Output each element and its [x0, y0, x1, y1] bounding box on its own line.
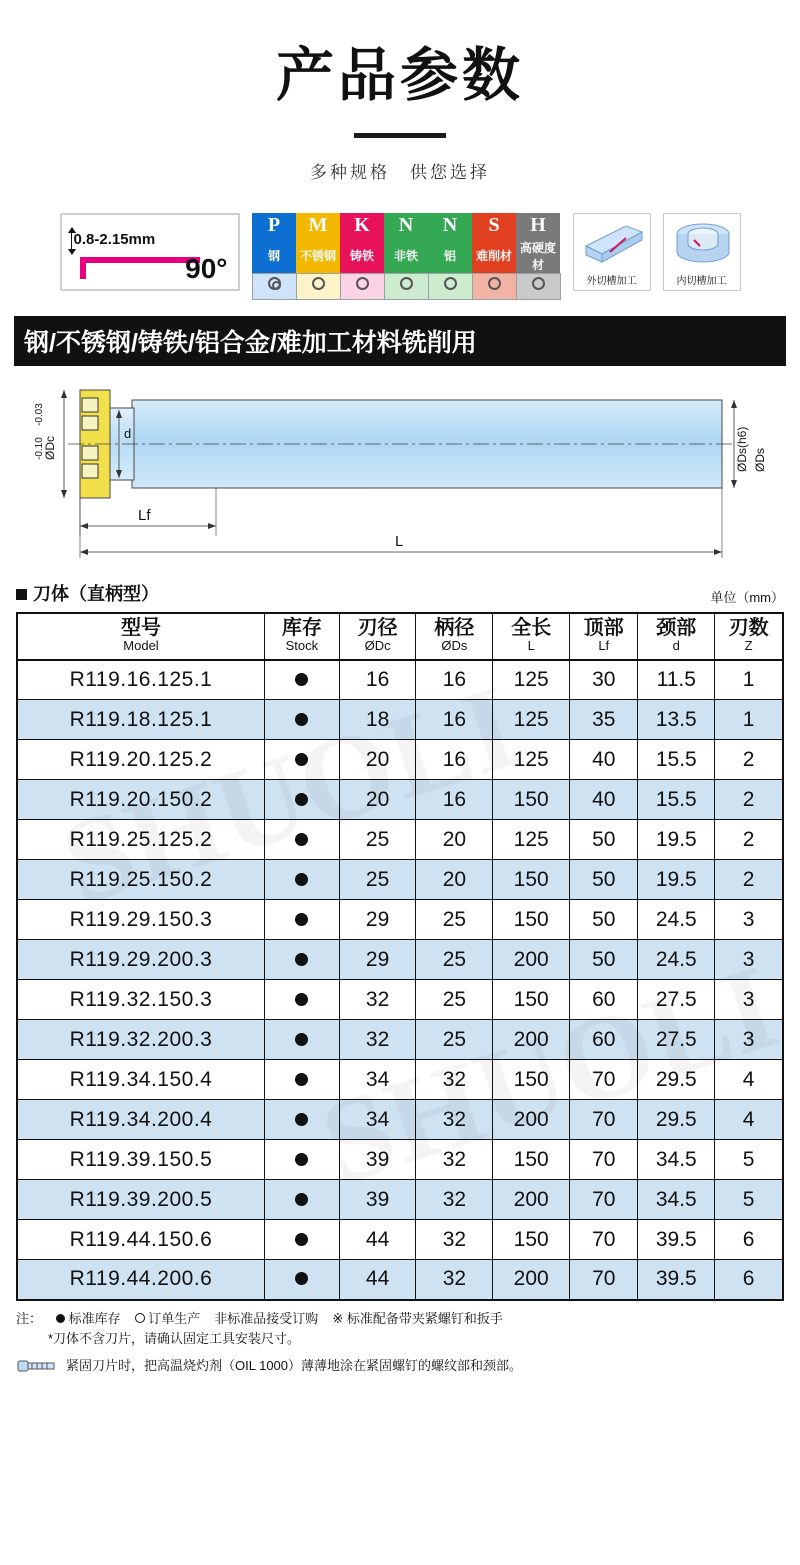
cell-head-length: 60	[570, 980, 638, 1020]
iso-letter: M	[296, 213, 340, 239]
cell-stock	[265, 1180, 340, 1220]
cell-cutting-dia: 39	[339, 1140, 416, 1180]
stock-dot-icon	[295, 1153, 308, 1166]
cell-flute-count: 2	[715, 740, 783, 780]
cell-neck-dia: 34.5	[638, 1180, 715, 1220]
iso-mark-cell	[472, 273, 516, 299]
cell-head-length: 70	[570, 1260, 638, 1300]
cell-shank-dia: 32	[416, 1100, 493, 1140]
cell-shank-dia: 16	[416, 740, 493, 780]
table-row	[17, 980, 783, 1020]
thickness-angle-badge	[60, 213, 240, 291]
iso-mark-cell	[428, 273, 472, 299]
cell-neck-dia: 11.5	[638, 660, 715, 700]
iso-letter: S	[472, 213, 516, 239]
cell-head-length: 50	[570, 860, 638, 900]
cell-shank-dia: 32	[416, 1060, 493, 1100]
unit-label: 单位（mm）	[710, 589, 784, 605]
cell-shank-dia: 25	[416, 980, 493, 1020]
col-shank-dia: 柄径 ØDs	[416, 613, 493, 660]
cell-shank-dia: 25	[416, 900, 493, 940]
iso-mark-row	[252, 273, 560, 299]
cell-model: R119.16.125.1	[17, 660, 265, 700]
ring-icon	[356, 277, 369, 290]
stock-dot-icon	[295, 993, 308, 1006]
cell-cutting-dia: 34	[339, 1100, 416, 1140]
cell-overall-length: 125	[493, 820, 570, 860]
note-insert-exclusion: *刀体不含刀片，请确认固定工具安装尺寸。	[48, 1330, 301, 1346]
cell-stock	[265, 1140, 340, 1180]
note-nonstandard: 非标准品接受订购	[214, 1310, 319, 1326]
cell-model: R119.39.150.5	[17, 1140, 265, 1180]
note-lubricant-text: 紧固刀片时，把高温烧灼剂（OIL 1000）薄薄地涂在紧固螺钉的螺纹部和颈部。	[66, 1357, 523, 1373]
cell-neck-dia: 15.5	[638, 780, 715, 820]
iso-letter-row	[252, 213, 560, 239]
cell-model: R119.32.200.3	[17, 1020, 265, 1060]
cell-head-length: 40	[570, 780, 638, 820]
table-row	[17, 820, 783, 860]
cell-overall-length: 200	[493, 1180, 570, 1220]
cell-overall-length: 150	[493, 860, 570, 900]
iso-material-table	[252, 213, 561, 300]
cell-model: R119.32.150.3	[17, 980, 265, 1020]
cell-overall-length: 200	[493, 1020, 570, 1060]
spec-table-head	[17, 613, 783, 660]
internal-groove-label: 内切槽加工	[676, 275, 727, 287]
cell-cutting-dia: 20	[339, 780, 416, 820]
notes-label: 注：	[16, 1310, 43, 1326]
cell-stock	[265, 1260, 340, 1300]
spec-table	[16, 612, 784, 1301]
iso-letter: P	[252, 213, 296, 239]
cell-shank-dia: 16	[416, 660, 493, 700]
stock-dot-icon	[295, 953, 308, 966]
cell-model: R119.39.200.5	[17, 1180, 265, 1220]
angle-value: 90°	[185, 252, 228, 284]
iso-mark-cell	[340, 273, 384, 299]
square-bullet-icon	[16, 589, 27, 600]
cell-cutting-dia: 34	[339, 1060, 416, 1100]
iso-letter: H	[516, 213, 560, 239]
cell-stock	[265, 980, 340, 1020]
stock-dot-icon	[295, 673, 308, 686]
technical-drawing	[0, 376, 800, 576]
svg-text:L: L	[395, 532, 404, 550]
cell-shank-dia: 16	[416, 700, 493, 740]
cell-shank-dia: 20	[416, 820, 493, 860]
col-cutting-dia: 刃径 ØDc	[339, 613, 416, 660]
cell-shank-dia: 20	[416, 860, 493, 900]
notes-row-1	[16, 1309, 784, 1329]
iso-mark-cell	[252, 273, 296, 299]
col-neck-dia: 颈部 d	[638, 613, 715, 660]
svg-text:ØDc: ØDc	[43, 435, 57, 460]
external-groove-icon	[580, 218, 646, 270]
iso-name: 不锈钢	[296, 239, 340, 274]
cell-stock	[265, 1020, 340, 1060]
table-row	[17, 940, 783, 980]
thickness-arrow-down-icon	[68, 249, 76, 255]
iso-mark-cell	[296, 273, 340, 299]
cell-stock	[265, 900, 340, 940]
cell-head-length: 35	[570, 700, 638, 740]
table-row	[17, 1100, 783, 1140]
table-row	[17, 740, 783, 780]
cell-stock	[265, 700, 340, 740]
cell-overall-length: 150	[493, 1220, 570, 1260]
table-row	[17, 900, 783, 940]
cell-flute-count: 5	[715, 1140, 783, 1180]
cell-neck-dia: 34.5	[638, 1140, 715, 1180]
table-row	[17, 1140, 783, 1180]
cell-flute-count: 1	[715, 660, 783, 700]
iso-name: 铝	[428, 239, 472, 274]
cell-flute-count: 6	[715, 1260, 783, 1300]
cell-stock	[265, 740, 340, 780]
cell-head-length: 70	[570, 1060, 638, 1100]
cell-flute-count: 1	[715, 700, 783, 740]
cell-overall-length: 150	[493, 900, 570, 940]
cell-neck-dia: 13.5	[638, 700, 715, 740]
iso-name: 非铁	[384, 239, 428, 274]
cell-shank-dia: 16	[416, 780, 493, 820]
cell-neck-dia: 39.5	[638, 1220, 715, 1260]
cell-model: R119.25.125.2	[17, 820, 265, 860]
stock-dot-icon	[295, 833, 308, 846]
thickness-value: 0.8-2.15mm	[73, 230, 156, 248]
cell-overall-length: 150	[493, 780, 570, 820]
col-overall-length: 全长 L	[493, 613, 570, 660]
cell-model: R119.44.200.6	[17, 1260, 265, 1300]
cell-cutting-dia: 39	[339, 1180, 416, 1220]
iso-mark-cell	[516, 273, 560, 299]
cell-overall-length: 200	[493, 940, 570, 980]
iso-mark-cell	[384, 273, 428, 299]
cell-flute-count: 2	[715, 860, 783, 900]
cell-head-length: 60	[570, 1020, 638, 1060]
cut-profile-horizontal	[80, 257, 200, 263]
cell-overall-length: 125	[493, 740, 570, 780]
cell-shank-dia: 32	[416, 1140, 493, 1180]
cell-shank-dia: 32	[416, 1180, 493, 1220]
spec-table-wrap	[0, 606, 800, 1301]
cell-flute-count: 2	[715, 780, 783, 820]
iso-name: 高硬度材	[516, 239, 560, 274]
tool-drawing-svg	[20, 376, 780, 576]
cell-cutting-dia: 16	[339, 660, 416, 700]
iso-name: 难削材	[472, 239, 516, 274]
cell-head-length: 50	[570, 940, 638, 980]
cell-flute-count: 4	[715, 1100, 783, 1140]
cell-head-length: 50	[570, 900, 638, 940]
cell-overall-length: 150	[493, 1140, 570, 1180]
cell-overall-length: 150	[493, 1060, 570, 1100]
svg-text:Lf: Lf	[138, 506, 151, 524]
cell-stock	[265, 820, 340, 860]
ring-icon	[444, 277, 457, 290]
cell-flute-count: 2	[715, 820, 783, 860]
cell-model: R119.44.150.6	[17, 1220, 265, 1260]
cell-cutting-dia: 20	[339, 740, 416, 780]
cell-cutting-dia: 44	[339, 1220, 416, 1260]
cell-flute-count: 4	[715, 1060, 783, 1100]
cell-shank-dia: 25	[416, 1020, 493, 1060]
stock-dot-icon	[295, 1073, 308, 1086]
cell-model: R119.29.200.3	[17, 940, 265, 980]
page-header	[0, 0, 800, 183]
cell-overall-length: 200	[493, 1100, 570, 1140]
stock-dot-icon	[295, 753, 308, 766]
external-groove-label: 外切槽加工	[586, 275, 637, 287]
cell-overall-length: 125	[493, 700, 570, 740]
cell-model: R119.20.125.2	[17, 740, 265, 780]
cell-flute-count: 3	[715, 940, 783, 980]
cell-neck-dia: 24.5	[638, 940, 715, 980]
cell-model: R119.34.150.4	[17, 1060, 265, 1100]
hollow-circle-icon	[135, 1313, 145, 1323]
cell-head-length: 40	[570, 740, 638, 780]
cell-stock	[265, 1220, 340, 1260]
ring-icon	[312, 277, 325, 290]
table-row	[17, 1220, 783, 1260]
stock-dot-icon	[295, 1272, 308, 1285]
stock-dot-icon	[295, 1033, 308, 1046]
filled-dot-icon	[56, 1314, 65, 1323]
cell-neck-dia: 27.5	[638, 1020, 715, 1060]
external-groove-sketch	[573, 213, 651, 291]
badge-row	[0, 213, 800, 300]
iso-letter: K	[340, 213, 384, 239]
cell-neck-dia: 27.5	[638, 980, 715, 1020]
cell-neck-dia: 15.5	[638, 740, 715, 780]
col-head-length: 顶部 Lf	[570, 613, 638, 660]
cell-neck-dia: 39.5	[638, 1260, 715, 1300]
cell-flute-count: 5	[715, 1180, 783, 1220]
notes-block	[0, 1301, 800, 1377]
cell-head-length: 70	[570, 1180, 638, 1220]
svg-text:-0.03: -0.03	[34, 403, 45, 426]
table-row	[17, 1260, 783, 1300]
iso-letter: N	[384, 213, 428, 239]
stock-dot-icon	[295, 1233, 308, 1246]
cell-head-length: 70	[570, 1100, 638, 1140]
cell-head-length: 30	[570, 660, 638, 700]
iso-name: 钢	[252, 239, 296, 274]
ring-icon	[400, 277, 413, 290]
cell-head-length: 50	[570, 820, 638, 860]
col-stock: 库存 Stock	[265, 613, 340, 660]
stock-dot-icon	[295, 1193, 308, 1206]
cell-flute-count: 6	[715, 1220, 783, 1260]
cut-profile-vertical	[80, 257, 86, 279]
cell-model: R119.18.125.1	[17, 700, 265, 740]
cell-cutting-dia: 25	[339, 860, 416, 900]
cell-shank-dia: 32	[416, 1220, 493, 1260]
iso-name-row	[252, 239, 560, 274]
cell-neck-dia: 29.5	[638, 1060, 715, 1100]
stock-dot-icon	[295, 713, 308, 726]
ring-icon	[532, 277, 545, 290]
cell-stock	[265, 860, 340, 900]
cell-stock	[265, 1100, 340, 1140]
cell-overall-length: 125	[493, 660, 570, 700]
svg-text:ØDs(h6): ØDs(h6)	[735, 426, 749, 472]
cell-neck-dia: 29.5	[638, 1100, 715, 1140]
svg-text:-0.10: -0.10	[34, 437, 45, 460]
note-lubricant	[16, 1355, 784, 1377]
section-title-text: 刀体（直柄型）	[33, 583, 159, 604]
cell-cutting-dia: 32	[339, 1020, 416, 1060]
internal-groove-icon	[670, 218, 736, 270]
table-row	[17, 700, 783, 740]
table-row	[17, 780, 783, 820]
cell-cutting-dia: 29	[339, 900, 416, 940]
cell-shank-dia: 32	[416, 1260, 493, 1300]
iso-letter: N	[428, 213, 472, 239]
cell-head-length: 70	[570, 1140, 638, 1180]
stock-dot-icon	[295, 873, 308, 886]
cell-model: R119.34.200.4	[17, 1100, 265, 1140]
section-header	[0, 580, 800, 606]
cell-head-length: 70	[570, 1220, 638, 1260]
cell-stock	[265, 780, 340, 820]
cell-cutting-dia: 18	[339, 700, 416, 740]
page-title: 产品参数	[275, 43, 524, 108]
note-made-to-order: 订单生产	[135, 1309, 201, 1329]
table-row	[17, 1180, 783, 1220]
cell-stock	[265, 940, 340, 980]
double-ring-icon	[268, 277, 281, 290]
ring-icon	[488, 277, 501, 290]
cell-shank-dia: 25	[416, 940, 493, 980]
table-row	[17, 860, 783, 900]
screw-icon	[16, 1355, 58, 1377]
note-accessory: ※ 标准配备带夹紧螺钉和扳手	[332, 1310, 503, 1326]
cell-flute-count: 3	[715, 900, 783, 940]
spec-table-body	[17, 660, 783, 1300]
material-bar: 钢/不锈钢/铸铁/铝合金/难加工材料铣削用	[14, 316, 786, 366]
stock-dot-icon	[295, 1113, 308, 1126]
stock-dot-icon	[295, 793, 308, 806]
cell-stock	[265, 1060, 340, 1100]
col-model: 型号 Model	[17, 613, 265, 660]
cell-neck-dia: 19.5	[638, 860, 715, 900]
section-title	[16, 580, 159, 606]
svg-text:d: d	[124, 425, 132, 441]
table-row	[17, 1020, 783, 1060]
iso-name: 铸铁	[340, 239, 384, 274]
title-divider	[354, 133, 446, 138]
cell-flute-count: 3	[715, 1020, 783, 1060]
cell-neck-dia: 24.5	[638, 900, 715, 940]
cell-overall-length: 150	[493, 980, 570, 1020]
cell-model: R119.25.150.2	[17, 860, 265, 900]
cell-model: R119.20.150.2	[17, 780, 265, 820]
internal-groove-sketch	[663, 213, 741, 291]
note-standard-stock: 标准库存	[56, 1309, 121, 1329]
cell-neck-dia: 19.5	[638, 820, 715, 860]
table-row	[17, 1060, 783, 1100]
cell-model: R119.29.150.3	[17, 900, 265, 940]
cell-overall-length: 200	[493, 1260, 570, 1300]
page-subtitle: 多种规格 供您选择	[310, 162, 490, 182]
cell-stock	[265, 660, 340, 700]
cell-flute-count: 3	[715, 980, 783, 1020]
cell-cutting-dia: 44	[339, 1260, 416, 1300]
col-flute-count: 刃数 Z	[715, 613, 783, 660]
cell-cutting-dia: 32	[339, 980, 416, 1020]
cell-cutting-dia: 25	[339, 820, 416, 860]
table-row	[17, 660, 783, 700]
svg-text:ØDs: ØDs	[753, 447, 767, 472]
table-header-row	[17, 613, 783, 660]
cell-cutting-dia: 29	[339, 940, 416, 980]
stock-dot-icon	[295, 913, 308, 926]
